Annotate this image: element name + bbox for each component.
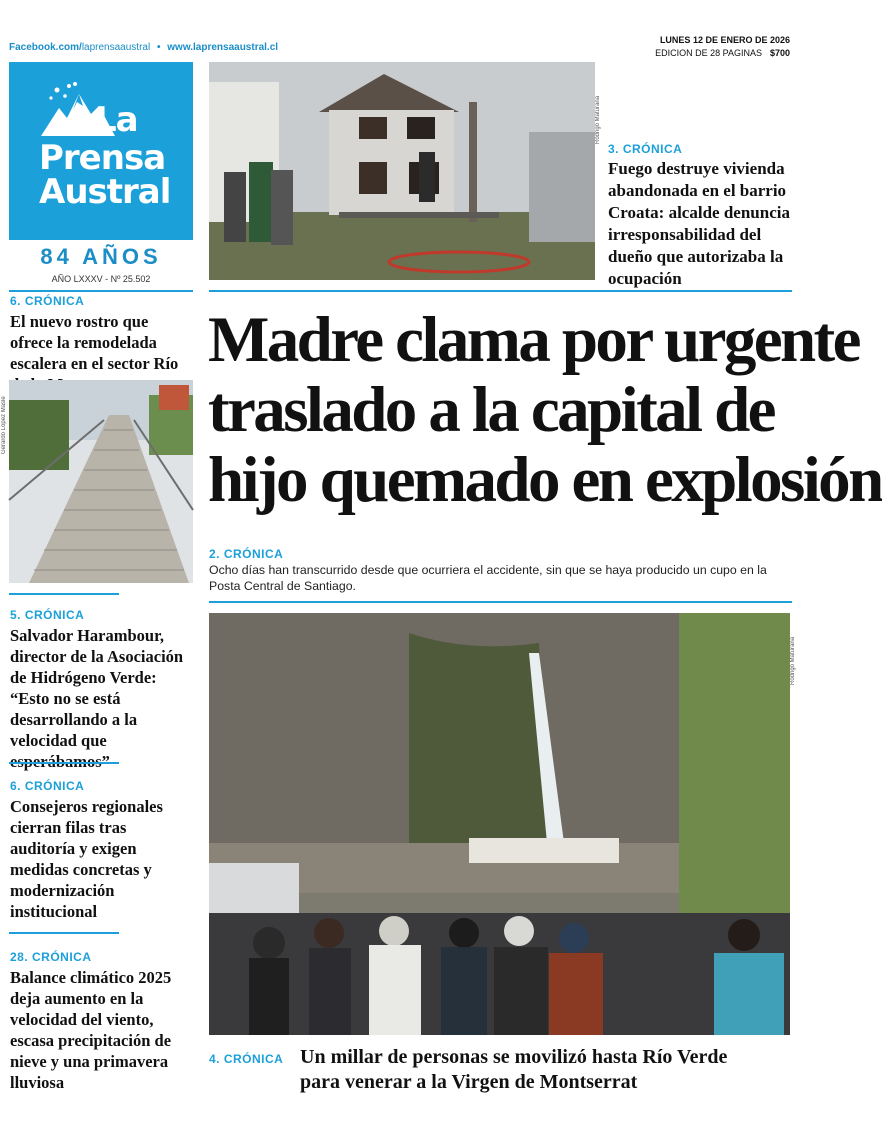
sidebar-item-2-headline[interactable]: Salvador Harambour, director de la Asociación de Hidrógeno Verde: “Esto no se está desarrollando a la velocidad que <box>10 626 184 750</box>
fire-photo-credit: Rodrigo Maturana <box>595 95 601 144</box>
waterfall-image <box>209 613 790 1035</box>
bottom-headline-line-2: para venerar a la Virgen de Montserrat <box>300 1071 638 1093</box>
sidebar-divider-1 <box>9 290 193 292</box>
fire-story-kicker: 3. CRÓNICA <box>608 142 683 156</box>
top-divider <box>209 290 792 292</box>
main-story-summary: Ocho días han transcurrido desde que ocurriera el accidente, sin que se haya producido un cupo en la Posta Central de Santiago. <box>209 563 767 593</box>
main-headline-line-3: hijo quemado en explosión <box>208 444 882 516</box>
social-links <box>9 42 278 53</box>
sidebar-item-2-kicker: 5. CRÓNICA <box>10 608 85 622</box>
waterfall-photo-credit: Rodrigo Maturana <box>790 636 796 685</box>
sidebar-divider-2 <box>9 593 119 595</box>
sidebar-item-3-kicker: 6. CRÓNICA <box>10 779 85 793</box>
sidebar-divider-4 <box>9 932 119 934</box>
stairway-photo-credit: Gerardo López Masle <box>1 396 7 454</box>
website-link[interactable]: www.laprensaaustral.cl <box>167 42 279 53</box>
separator-bullet: • <box>156 42 161 53</box>
issue-date: LUNES 12 DE ENERO DE 2026 <box>659 35 790 45</box>
anniversary-years: 84 AÑOS <box>40 244 162 269</box>
sidebar-item-1-headline[interactable]: El nuevo rostro que ofrece la remodelada escalera en el sector Río <box>10 312 179 373</box>
main-headline-line-2: traslado a la capital de <box>208 374 774 446</box>
sidebar-divider-3 <box>9 762 119 764</box>
price: $700 <box>769 48 790 58</box>
bottom-story-headline[interactable] <box>300 1045 727 1095</box>
fire-photo[interactable] <box>209 62 595 280</box>
newspaper-logo[interactable] <box>9 62 193 240</box>
main-divider <box>209 601 792 603</box>
waterfall-photo[interactable] <box>209 613 790 1035</box>
logo-line-3: Austral <box>39 172 171 212</box>
bottom-story-kicker: 4. CRÓNICA <box>209 1052 284 1066</box>
burned-house-image <box>209 62 595 280</box>
date-block <box>655 34 790 60</box>
main-headline-line-1: Madre clama por urgente <box>208 304 859 376</box>
facebook-link[interactable]: Facebook.com/laprensaaustral <box>9 42 151 53</box>
bottom-headline-line-1: Un millar de personas se movilizó hasta Río Verde <box>300 1046 728 1068</box>
sidebar-item-4-headline[interactable]: Balance climático 2025 deja aumento en la velocidad del viento, escasa precipitación de nieve y una primavera lluviosa <box>10 968 172 1092</box>
sidebar-item-4-kicker: 28. CRÓNICA <box>10 950 92 964</box>
fire-story-headline[interactable]: Fuego destruye vivienda abandonada en el barrio Croata: alcalde denuncia irresponsabilidad del dueño que autorizaba la ocupación <box>608 159 790 288</box>
sidebar-item-1-kicker: 6. CRÓNICA <box>10 294 85 308</box>
logo-line-2: Prensa <box>39 138 166 178</box>
sidebar-item-3-headline[interactable]: Consejeros regionales cierran filas tras auditoría y exigen medidas concretas y modernización institucional <box>10 797 163 921</box>
stairway-photo[interactable] <box>9 380 193 583</box>
stairway-image <box>9 380 193 583</box>
issue-number: AÑO LXXXV - Nº 25.502 <box>51 274 151 284</box>
logo-line-1: La <box>95 100 138 140</box>
main-story-kicker: 2. CRÓNICA <box>209 547 284 561</box>
edition-info: EDICION DE 28 PAGINAS $700 <box>655 48 790 58</box>
main-headline[interactable] <box>208 304 882 516</box>
